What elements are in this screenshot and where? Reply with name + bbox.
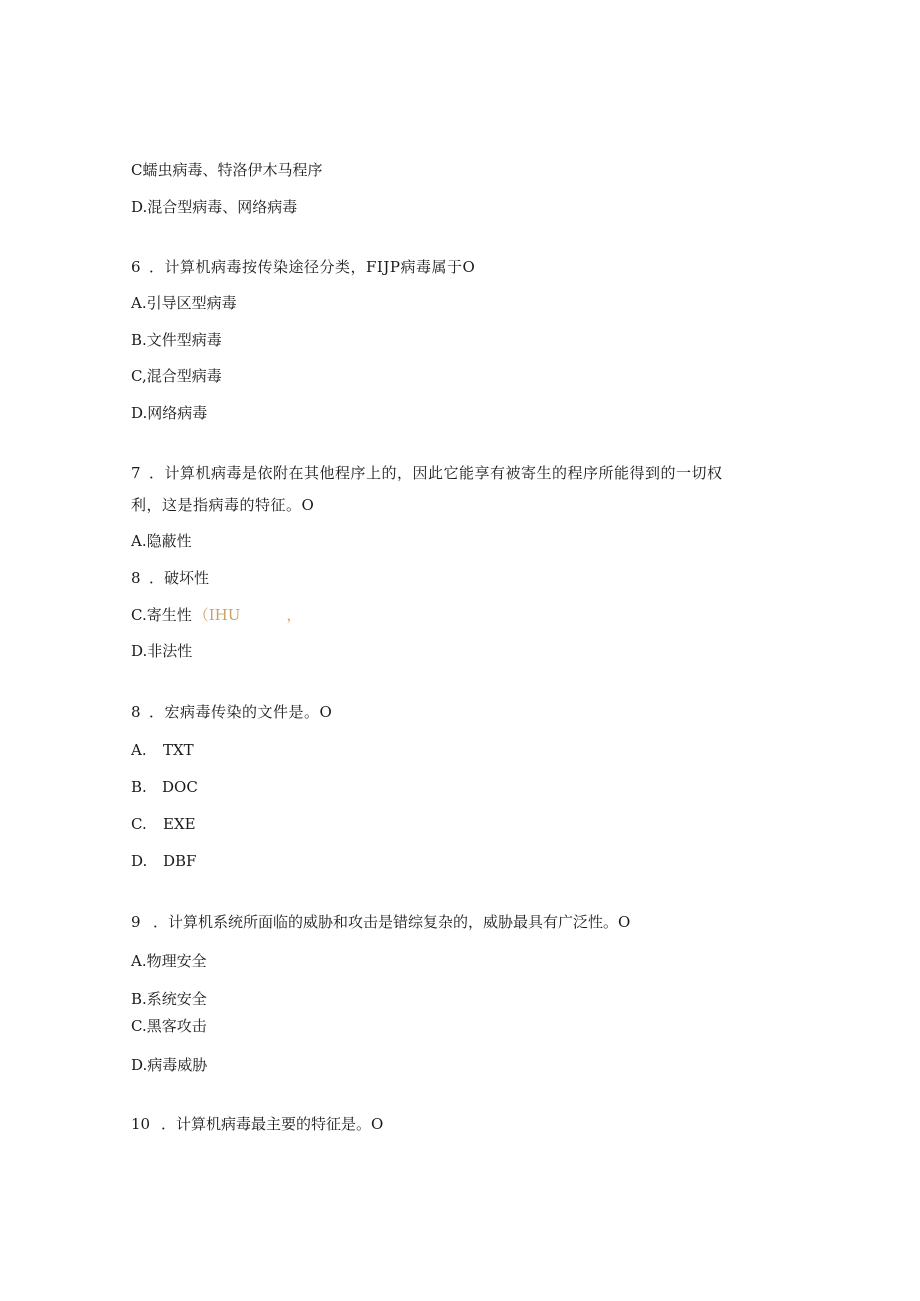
question-7-line-2: 利，这是指病毒的特征。O: [131, 496, 315, 514]
question-7-line-1: 7 ．计算机病毒是依附在其他程序上的，因此它能享有被寄生的程序所能得到的一切权: [131, 464, 723, 482]
q7-option-a: A.隐蔽性: [131, 532, 192, 550]
q9-option-c: C.黑客攻击: [131, 1017, 207, 1035]
option-c-worm-trojan: C蠕虫病毒、特洛伊木马程序: [131, 161, 323, 179]
q6-option-c: C,混合型病毒: [131, 367, 222, 385]
handwritten-annotation-comma: ，: [286, 606, 302, 624]
q6-option-d: D.网络病毒: [131, 404, 208, 422]
q6-option-b: B.文件型病毒: [131, 331, 222, 349]
question-8: 8 ．宏病毒传染的文件是。O: [131, 703, 333, 721]
question-6: 6 ．计算机病毒按传染途径分类，FIJP病毒属于O: [131, 258, 476, 276]
q9-option-b: B.系统安全: [131, 990, 207, 1008]
q8-option-b: B. DOC: [131, 778, 198, 796]
q7-option-c: C.寄生性 （IHU ，: [131, 606, 302, 624]
q7-option-d: D.非法性: [131, 642, 193, 660]
q9-option-a: A.物理安全: [131, 952, 207, 970]
handwritten-annotation: （IHU: [193, 606, 241, 624]
q7-option-b: 8 ．破坏性: [131, 569, 210, 587]
option-d-mixed-network: D.混合型病毒、网络病毒: [131, 198, 298, 216]
question-9: 9 ．计算机系统所面临的威胁和攻击是错综复杂的，威胁最具有广泛性。O: [131, 913, 631, 931]
question-10: 10 ．计算机病毒最主要的特征是。O: [131, 1115, 384, 1133]
q8-option-d: D. DBF: [131, 852, 197, 870]
q9-option-d: D.病毒威胁: [131, 1056, 208, 1074]
q8-option-a: A. TXT: [131, 741, 194, 759]
q6-option-a: A.引导区型病毒: [131, 294, 237, 312]
q8-option-c: C. EXE: [131, 815, 196, 833]
